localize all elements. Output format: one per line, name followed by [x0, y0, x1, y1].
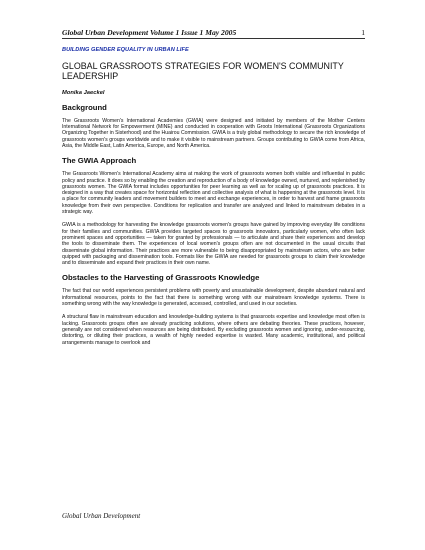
section-label: BUILDING GENDER EQUALITY IN URBAN LIFE: [62, 47, 189, 53]
author-name: Monika Jaeckel: [62, 89, 105, 96]
page-number: 1: [361, 28, 365, 37]
section-heading-gwia-approach: The GWIA Approach: [62, 156, 137, 166]
journal-citation: Global Urban Development Volume 1 Issue 1 May 2005: [62, 28, 237, 37]
article-title: GLOBAL GRASSROOTS STRATEGIES FOR WOMEN'S COMMUNITY LEADERSHIP: [62, 61, 344, 82]
running-head: [62, 28, 365, 37]
section-heading-obstacles: Obstacles to the Harvesting of Grassroots Knowledge: [62, 273, 260, 283]
running-foot: Global Urban Development: [62, 512, 141, 520]
paragraph: The fact that our world experiences persistent problems with poverty and unsustainable development, despite abundant natural and informational resources, points to the fact that there is something wrong with our mainstream knowledge systems. There is something wrong with the way knowledge is generated, accessed, controlled, and used in our societies.: [62, 288, 365, 308]
paragraph: GWIA is a methodology for harvesting the knowledge grassroots women's groups have gained by improving everyday life conditions for their families and communities. GWIA provides targeted spaces to grassroots innovators, particularly women, who often lack prominent spaces and opportunities — taken for granted by professionals — to articulate and share their experiences and develop the tools to disseminate them. The experiences of local women's groups often are not documented in the usual circuits that disseminate global information. Their practices are more vulnerable to being disappropriated by mainstream actors, who are better quipped with packaging and dissemination tools. Formats like the GWIA are needed for grassroots groups to claim their knowledge and to disseminate and expand their practices in their own name.: [62, 222, 365, 267]
section-heading-background: Background: [62, 102, 107, 112]
article-body: [62, 47, 365, 353]
paragraph: The Grassroots Women's International Academy aims at making the work of grassroots women both visible and influential in public policy and practice. It does so by enabling the creation and reproduction of a body of knowledge owned, nurtured, and replenished by grassroots women. The GWIA format includes opportunities for peer learning as well as for scaling up of grassroots practices. It is designed in a way that creates space for horizontal reflection and collective analysis of what is happening at the grassroots level. It is a place for community leaders and movement builders to meet and exchange experiences, in order to harvest and frame grassroots knowledge from their own perspective. Conditions for replication and transfer are analyzed and linked to mainstream debates in a strategic way.: [62, 171, 365, 216]
header-rule: [62, 38, 365, 39]
paragraph: The Grassroots Women's International Academies (GWIA) were designed and initiated by members of the Mother Centers International Network for Empowerment (MINE) and conducted in cooperation with Groots International (Grassroots Organizations Organizing Together in Sisterhood) and the Huairou Commission. GWIA is a truly global methodology to secure the rich knowledge of grassroots women's groups worldwide and to make it visible to mainstream partners. Groups contributing to GWIA come from Africa, Asia, the Middle East, Latin America, Europe, and North America.: [62, 117, 365, 149]
paragraph: A structural flaw in mainstream education and knowledge-building systems is that grassroots expertise and knowledge most often is lacking. Grassroots groups often are already practicing solutions, where others are debating theories. These practices, however, generally are not considered when resources are being distributed. By excluding grassroots women and ignoring, under-resourcing, distorting, or diluting their practices, a wealth of highly needed expertise is wasted. Many academic, institutional, and political arrangements manage to overlook and: [62, 314, 365, 346]
